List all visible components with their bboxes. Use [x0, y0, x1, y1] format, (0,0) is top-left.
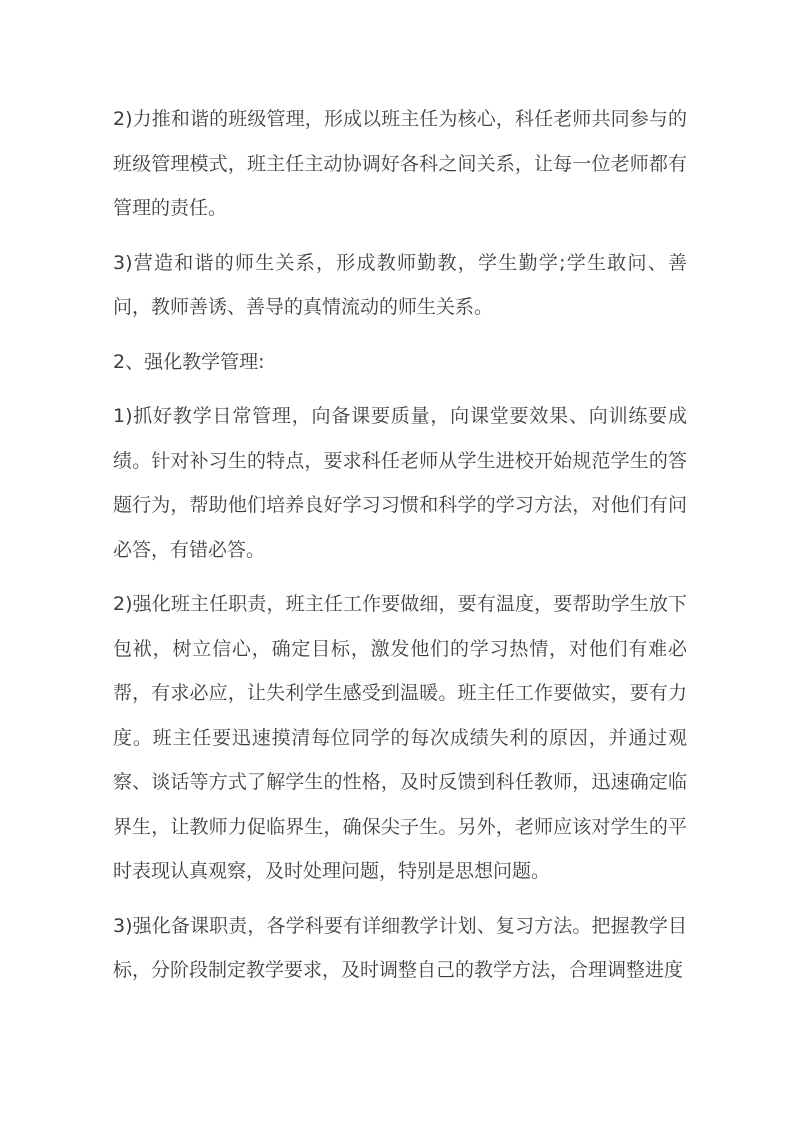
paragraph-head-teacher-duties: 2)强化班主任职责，班主任工作要做细，要有温度，要帮助学生放下包袱，树立信心，确定目标，激发他们的学习热情，对他们有难必帮，有求必应，让失利学生感受到温暖。班主任工作要做实，要有力度。班主任要迅速摸清每位同学的每次成绩失利的原因，并通过观察、谈话等方式了解学生的性格，及时反馈到科任教师，迅速确定临界生，让教师力促临界生，确保尖子生。另外，老师应该对学生的平时表现认真观察，及时处理问题，特别是思想问题。 [113, 593, 687, 882]
heading-strengthen-teaching-management: 2、强化教学管理: [113, 350, 265, 373]
paragraph-class-management: 2)力推和谐的班级管理，形成以班主任为核心，科任老师共同参与的班级管理模式，班主任主动协调好各科之间关系，让每一位老师都有管理的责任。 [113, 108, 687, 219]
document-text-block [113, 97, 687, 1003]
paragraph-lesson-preparation-duties: 3)强化备课职责，各学科要有详细教学计划、复习方法。把握教学目标，分阶段制定教学要求，及时调整自己的教学方法，合理调整进度 [113, 914, 687, 981]
paragraph-teacher-student-relations: 3)营造和谐的师生关系，形成教师勤教，学生勤学;学生敢问、善问，教师善诱、善导的真情流动的师生关系。 [113, 251, 687, 318]
paragraph-daily-teaching-management: 1)抓好教学日常管理，向备课要质量，向课堂要效果、向训练要成绩。针对补习生的特点，要求科任老师从学生进校开始规范学生的答题行为，帮助他们培养良好学习习惯和科学的学习方法，对他们有问必答，有错必答。 [113, 405, 687, 561]
